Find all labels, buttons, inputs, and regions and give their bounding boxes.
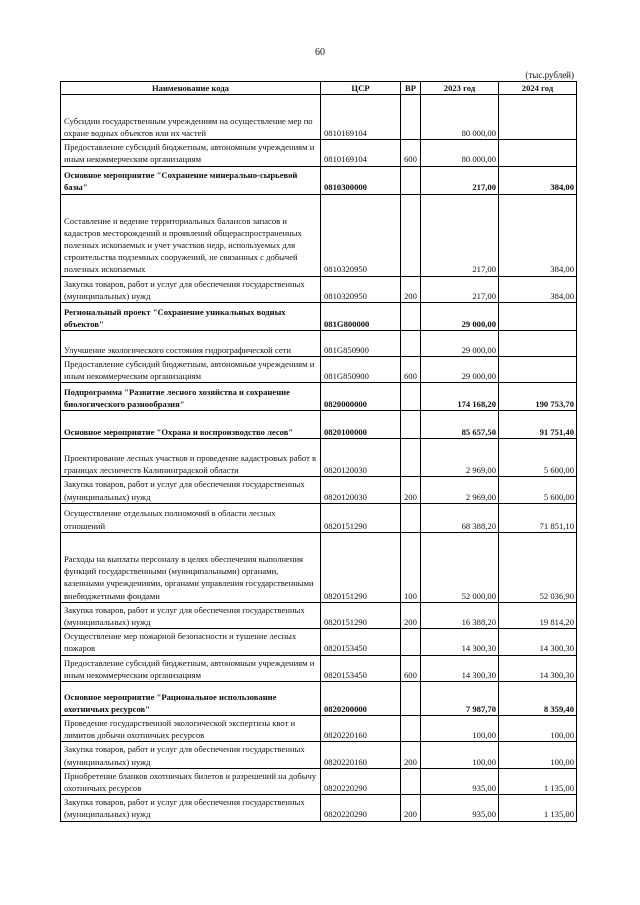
cell-name: Основное мероприятие "Охрана и воспроизводство лесов" <box>61 411 321 439</box>
cell-vr: 200 <box>401 795 421 821</box>
table-row <box>61 383 577 411</box>
table-row <box>61 276 577 302</box>
cell-2023: 80 000,00 <box>421 140 499 166</box>
cell-2024 <box>499 303 577 331</box>
cell-csr: 0820151290 <box>321 503 401 532</box>
cell-csr: 0820220290 <box>321 768 401 794</box>
cell-vr <box>401 768 421 794</box>
table-row <box>61 140 577 166</box>
page-number: 60 <box>315 47 325 58</box>
table-row <box>61 503 577 532</box>
cell-name: Подпрограмма "Развитие лесного хозяйства и сохранение биологического разнообразия" <box>61 383 321 411</box>
cell-csr: 0820153450 <box>321 655 401 681</box>
cell-csr: 0810320950 <box>321 276 401 302</box>
cell-2023: 100,00 <box>421 716 499 742</box>
cell-vr <box>401 411 421 439</box>
cell-2024 <box>499 95 577 140</box>
cell-csr: 081G850900 <box>321 331 401 357</box>
cell-csr: 0820151290 <box>321 602 401 628</box>
cell-csr: 0810169104 <box>321 140 401 166</box>
cell-name: Составление и ведение территориальных балансов запасов и кадастров месторождений и проявлений общераспространенных полезных ископаемых и учет участков недр, используемых для строительства подземных сооружений, не связанных с добычей полезных ископаемых <box>61 194 321 276</box>
cell-2024: 5 600,00 <box>499 439 577 477</box>
cell-2023: 2 969,00 <box>421 439 499 477</box>
cell-name: Осуществление мер пожарной безопасности и тушение лесных пожаров <box>61 629 321 655</box>
cell-2023: 7 987,70 <box>421 682 499 716</box>
cell-2023: 100,00 <box>421 742 499 768</box>
cell-2024: 384,00 <box>499 276 577 302</box>
cell-name: Закупка товаров, работ и услуг для обеспечения государственных (муниципальных) нужд <box>61 276 321 302</box>
cell-csr: 0820220160 <box>321 742 401 768</box>
cell-2023: 80 000,00 <box>421 95 499 140</box>
cell-2024: 52 036,90 <box>499 532 577 602</box>
cell-name: Предоставление субсидий бюджетным, автономным учреждениям и иным некоммерческим организациям <box>61 357 321 383</box>
header-vr: ВР <box>401 82 421 95</box>
cell-vr: 100 <box>401 532 421 602</box>
cell-name: Региональный проект "Сохранение уникальных водных объектов" <box>61 303 321 331</box>
cell-name: Расходы на выплаты персоналу в целях обеспечения выполнения функций государственными (муниципальными) органами, казенными учреждениями, органами управления государственными внебюджетными фондами <box>61 532 321 602</box>
cell-2023: 935,00 <box>421 795 499 821</box>
units-label: (тыс.рублей) <box>525 70 574 80</box>
cell-2023: 174 168,20 <box>421 383 499 411</box>
cell-2023: 217,00 <box>421 166 499 194</box>
table-row <box>61 166 577 194</box>
cell-2024 <box>499 357 577 383</box>
table-header-row <box>61 82 577 95</box>
cell-name: Приобретение бланков охотничьих билетов и разрешений на добычу охотничьих ресурсов <box>61 768 321 794</box>
cell-2023: 217,00 <box>421 276 499 302</box>
table-row <box>61 716 577 742</box>
cell-vr <box>401 303 421 331</box>
cell-vr: 600 <box>401 655 421 681</box>
cell-2023: 14 300,30 <box>421 629 499 655</box>
header-name: Наименование кода <box>61 82 321 95</box>
cell-csr: 0810300000 <box>321 166 401 194</box>
cell-2024 <box>499 140 577 166</box>
cell-2024: 100,00 <box>499 716 577 742</box>
cell-2023: 2 969,00 <box>421 477 499 503</box>
cell-csr: 0810320950 <box>321 194 401 276</box>
cell-2023: 29 000,00 <box>421 303 499 331</box>
table-row <box>61 682 577 716</box>
cell-vr <box>401 629 421 655</box>
cell-2023: 85 657,50 <box>421 411 499 439</box>
cell-2024: 14 300,30 <box>499 655 577 681</box>
cell-2024: 91 751,40 <box>499 411 577 439</box>
cell-2024: 190 753,70 <box>499 383 577 411</box>
table-body <box>61 95 577 821</box>
cell-name: Закупка товаров, работ и услуг для обеспечения государственных (муниципальных) нужд <box>61 602 321 628</box>
cell-2024: 384,00 <box>499 166 577 194</box>
cell-vr <box>401 716 421 742</box>
header-2023: 2023 год <box>421 82 499 95</box>
cell-csr: 0820220160 <box>321 716 401 742</box>
cell-2024: 384,00 <box>499 194 577 276</box>
cell-csr: 0820151290 <box>321 532 401 602</box>
cell-name: Предоставление субсидий бюджетным, автономным учреждениям и иным некоммерческим организациям <box>61 140 321 166</box>
cell-name: Субсидии государственным учреждениям на осуществление мер по охране водных объектов или их частей <box>61 95 321 140</box>
cell-vr: 200 <box>401 276 421 302</box>
cell-csr: 0820120030 <box>321 439 401 477</box>
cell-2024: 14 300,30 <box>499 629 577 655</box>
cell-2023: 29 000,00 <box>421 331 499 357</box>
cell-vr: 200 <box>401 477 421 503</box>
cell-2024: 71 851,10 <box>499 503 577 532</box>
table-row <box>61 194 577 276</box>
table-row <box>61 331 577 357</box>
cell-name: Закупка товаров, работ и услуг для обеспечения государственных (муниципальных) нужд <box>61 742 321 768</box>
cell-2023: 29 000,00 <box>421 357 499 383</box>
cell-vr: 200 <box>401 742 421 768</box>
table-row <box>61 768 577 794</box>
cell-vr: 200 <box>401 602 421 628</box>
table-row <box>61 742 577 768</box>
cell-csr: 0820120030 <box>321 477 401 503</box>
cell-2024 <box>499 331 577 357</box>
cell-2023: 16 388,20 <box>421 602 499 628</box>
cell-name: Осуществление отдельных полномочий в области лесных отношений <box>61 503 321 532</box>
header-csr: ЦСР <box>321 82 401 95</box>
cell-2024: 8 359,40 <box>499 682 577 716</box>
cell-csr: 081G800000 <box>321 303 401 331</box>
table-row <box>61 477 577 503</box>
cell-vr: 600 <box>401 357 421 383</box>
cell-vr <box>401 439 421 477</box>
table-row <box>61 95 577 140</box>
table-row <box>61 795 577 821</box>
cell-csr: 0820153450 <box>321 629 401 655</box>
cell-vr: 600 <box>401 140 421 166</box>
table-row <box>61 532 577 602</box>
cell-csr: 0820220290 <box>321 795 401 821</box>
cell-vr <box>401 95 421 140</box>
cell-2023: 935,00 <box>421 768 499 794</box>
cell-name: Проведение государственной экологической экспертизы квот и лимитов добычи охотничьих ресурсов <box>61 716 321 742</box>
cell-vr <box>401 682 421 716</box>
cell-vr <box>401 383 421 411</box>
budget-table <box>60 81 577 822</box>
cell-name: Улучшение экологического состояния гидрографической сети <box>61 331 321 357</box>
cell-2023: 14 300,30 <box>421 655 499 681</box>
table-row <box>61 629 577 655</box>
cell-vr <box>401 194 421 276</box>
cell-csr: 0810169104 <box>321 95 401 140</box>
cell-vr <box>401 331 421 357</box>
cell-name: Проектирование лесных участков и проведение кадастровых работ в границах лесничеств Калининградской области <box>61 439 321 477</box>
table-row <box>61 303 577 331</box>
cell-csr: 0820100000 <box>321 411 401 439</box>
cell-name: Основное мероприятие "Сохранение минерально-сырьевой базы" <box>61 166 321 194</box>
cell-2024: 1 135,00 <box>499 768 577 794</box>
header-2024: 2024 год <box>499 82 577 95</box>
cell-name: Закупка товаров, работ и услуг для обеспечения государственных (муниципальных) нужд <box>61 795 321 821</box>
cell-2024: 1 135,00 <box>499 795 577 821</box>
table-row <box>61 411 577 439</box>
table-row <box>61 439 577 477</box>
cell-2023: 217,00 <box>421 194 499 276</box>
cell-2024: 5 600,00 <box>499 477 577 503</box>
cell-csr: 081G850900 <box>321 357 401 383</box>
cell-2023: 68 388,20 <box>421 503 499 532</box>
cell-name: Закупка товаров, работ и услуг для обеспечения государственных (муниципальных) нужд <box>61 477 321 503</box>
table-row <box>61 655 577 681</box>
cell-2024: 100,00 <box>499 742 577 768</box>
cell-2023: 52 000,00 <box>421 532 499 602</box>
cell-vr <box>401 166 421 194</box>
cell-csr: 0820200000 <box>321 682 401 716</box>
table-row <box>61 357 577 383</box>
table-row <box>61 602 577 628</box>
cell-name: Предоставление субсидий бюджетным, автономным учреждениям и иным некоммерческим организациям <box>61 655 321 681</box>
cell-csr: 0820000000 <box>321 383 401 411</box>
cell-2024: 19 814,20 <box>499 602 577 628</box>
cell-name: Основное мероприятие "Рациональное использование охотничьих ресурсов" <box>61 682 321 716</box>
cell-vr <box>401 503 421 532</box>
